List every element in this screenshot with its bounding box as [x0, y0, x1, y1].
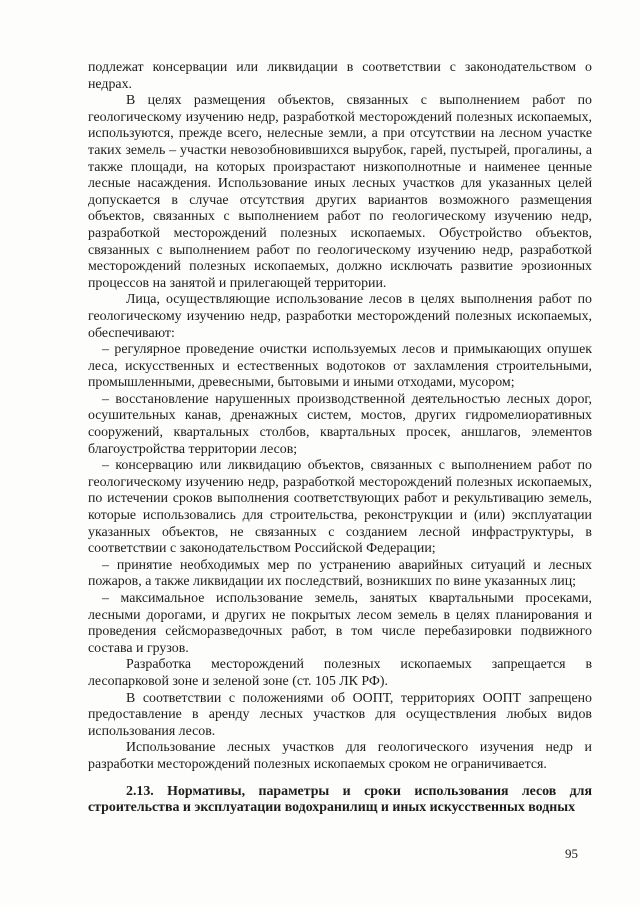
- paragraph-object-placement: В целях размещения объектов, связанных с выполнением работ по геологическому изучению недр, разработкой месторождений полезных ископаемых, используются, прежде всего, нелесные земли, а при отсутствии на лесном участке таких земель – участки невозобновившихся вырубок, гарей, пустырей, прогалины, а также площади, на которых произрастают низкополнотные и наименее ценные лесные насаждения. Использование иных лесных участков для указанных целей допускается в случае отсутствия других вариантов возможного размещения объектов, связанных с выполнением работ по геологическому изучению недр, разработкой месторождений полезных ископаемых. Обустройство объектов, связанных с выполнением работ по геологическому изучению недр, разработкой месторождений полезных ископаемых, должно исключать развитие эрозионных процессов на занятой и прилегающей территории.: [88, 93, 592, 291]
- paragraph-term: Использование лесных участков для геологического изучения недр и разработки месторождений полезных ископаемых сроком не ограничивается.: [88, 740, 592, 772]
- list-item-restoration: – восстановление нарушенных производственной деятельностью лесных дорог, осушительных канав, дренажных систем, мостов, других гидромелиоративных сооружений, квартальных столбов, квартальных просек, аншлагов, элементов благоустройства территории лесов;: [88, 391, 592, 457]
- paragraph-oopt: В соответствии с положениями об ООПТ, территориях ООПТ запрещено предоставление в аренду лесных участков для осуществления любых видов использования лесов.: [88, 690, 592, 739]
- list-item-conservation: – консервацию или ликвидацию объектов, связанных с выполнением работ по геологическому изучению недр, разработкой месторождений полезных ископаемых, по истечении сроков выполнения соответствующих работ и рекультивацию земель, которые использовались для строительства, реконструкции и (или) эксплуатации указанных объектов, не связанных с созданием лесной инфраструктуры, в соответствии с законодательством Российской Федерации;: [88, 458, 592, 557]
- list-item-emergency: – принятие необходимых мер по устранению аварийных ситуаций и лесных пожаров, а также ликвидации их последствий, возникших по вине указанных лиц;: [88, 557, 592, 590]
- paragraph-continuation: подлежат консервации или ликвидации в соответствии с законодательством о недрах.: [88, 60, 592, 92]
- list-item-land-use: – максимальное использование земель, занятых квартальными просеками, лесными дорогами, и других не покрытых лесом земель в целях планирования и проведения сейсморазведочных работ, в том числе перебазировки подвижного состава и грузов.: [88, 591, 592, 656]
- paragraph-obligations-intro: Лица, осуществляющие использование лесов в целях выполнения работ по геологическому изучению недр, разработки месторождений полезных ископаемых, обеспечивают:: [88, 292, 592, 341]
- paragraph-prohibition: Разработка месторождений полезных ископаемых запрещается в лесопарковой зоне и зеленой зоне (ст. 105 ЛК РФ).: [88, 657, 592, 689]
- section-heading: 2.13. Нормативы, параметры и сроки использования лесов для строительства и эксплуатации водохранилищ и иных искусственных водных: [88, 783, 592, 816]
- list-item-cleaning: – регулярное проведение очистки используемых лесов и примыкающих опушек леса, искусственных и естественных водотоков от захламления строительными, промышленными, древесными, бытовыми и иными отходами, мусором;: [88, 342, 592, 391]
- page-body: [88, 60, 592, 817]
- page-number: 95: [565, 846, 578, 861]
